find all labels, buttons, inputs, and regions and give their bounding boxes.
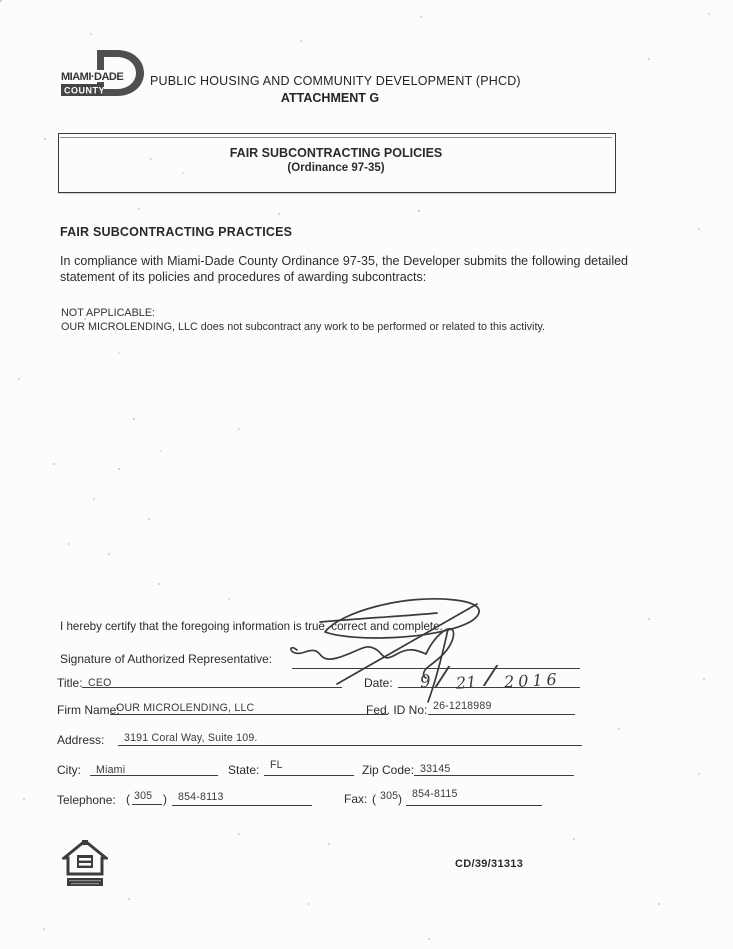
certification-statement: I hereby certify that the foregoing information is true, correct and complete. — [60, 620, 443, 633]
phone-line — [172, 805, 312, 806]
city-line — [90, 775, 218, 776]
miami-dade-logo-graphic — [60, 48, 155, 102]
signature-label: Signature of Authorized Representative: — [60, 652, 273, 666]
date-slash-1: / — [436, 660, 449, 693]
fax-line — [406, 805, 542, 806]
fax-value: 854-8115 — [412, 788, 458, 800]
fax-label: Fax: — [344, 792, 368, 806]
zip-line — [414, 775, 574, 776]
title-value: CEO — [88, 677, 112, 689]
phone-value: 854-8113 — [178, 791, 224, 803]
not-applicable-statement: OUR MICROLENDING, LLC does not subcontract any work to be performed or related to this activity. — [61, 321, 546, 333]
logo-text-county: COUNTY — [64, 85, 105, 96]
fax-area-value: 305 — [380, 790, 399, 802]
phone-area-line — [132, 804, 162, 805]
section-heading: FAIR SUBCONTRACTING PRACTICES — [60, 225, 293, 239]
equal-housing-logo — [62, 840, 108, 888]
fed-id-label: Fed. ID No: — [366, 703, 428, 717]
scan-noise — [0, 0, 2, 2]
phone-paren-close: ) — [163, 792, 167, 806]
form-title: FAIR SUBCONTRACTING POLICIES — [229, 146, 443, 160]
city-value: Miami — [96, 764, 126, 776]
firm-name-value: OUR MICROLENDING, LLC — [116, 702, 255, 714]
attachment-title: ATTACHMENT G — [280, 91, 380, 105]
logo-text-miami-dade: MIAMI·DADE — [61, 71, 124, 83]
firm-name-label: Firm Name: — [57, 703, 120, 717]
fax-paren-open: ( — [372, 792, 376, 806]
address-label: Address: — [57, 733, 105, 747]
date-year: 2016 — [503, 669, 562, 692]
fax-paren-close: ) — [398, 792, 402, 806]
form-subtitle: (Ordinance 97-35) — [287, 162, 385, 174]
fed-id-value: 26-1218989 — [433, 700, 492, 712]
signature-scrawl-graphic — [285, 592, 505, 724]
phone-area-value: 305 — [134, 790, 153, 802]
state-line — [264, 775, 354, 776]
date-label: Date: — [364, 676, 393, 690]
equal-housing-logo-graphic — [62, 840, 108, 888]
date-slash-2: / — [484, 659, 497, 692]
intro-paragraph: In compliance with Miami-Dade County Ordinance 97-35, the Developer submits the following detailed statement of its policies and procedures of awarding subcontracts: — [60, 254, 628, 284]
miami-dade-logo — [60, 48, 155, 102]
document-code: CD/39/31313 — [455, 858, 524, 870]
address-value: 3191 Coral Way, Suite 109. — [124, 732, 258, 744]
state-value: FL — [270, 759, 283, 771]
state-label: State: — [228, 763, 260, 777]
address-line — [118, 745, 582, 746]
phone-paren-open: ( — [126, 792, 130, 806]
date-month: 9 — [418, 671, 432, 693]
date-day: 21 — [455, 672, 477, 693]
zip-label: Zip Code: — [362, 763, 415, 777]
title-label: Title: — [57, 676, 83, 690]
city-label: City: — [57, 763, 81, 777]
not-applicable-label: NOT APPLICABLE: — [61, 307, 156, 319]
zip-value: 33145 — [420, 763, 451, 775]
department-title: PUBLIC HOUSING AND COMMUNITY DEVELOPMENT (PHCD) — [150, 74, 521, 88]
signature-handwriting — [285, 592, 505, 724]
title-box-inner-rule — [60, 137, 612, 138]
phone-label: Telephone: — [57, 793, 116, 807]
